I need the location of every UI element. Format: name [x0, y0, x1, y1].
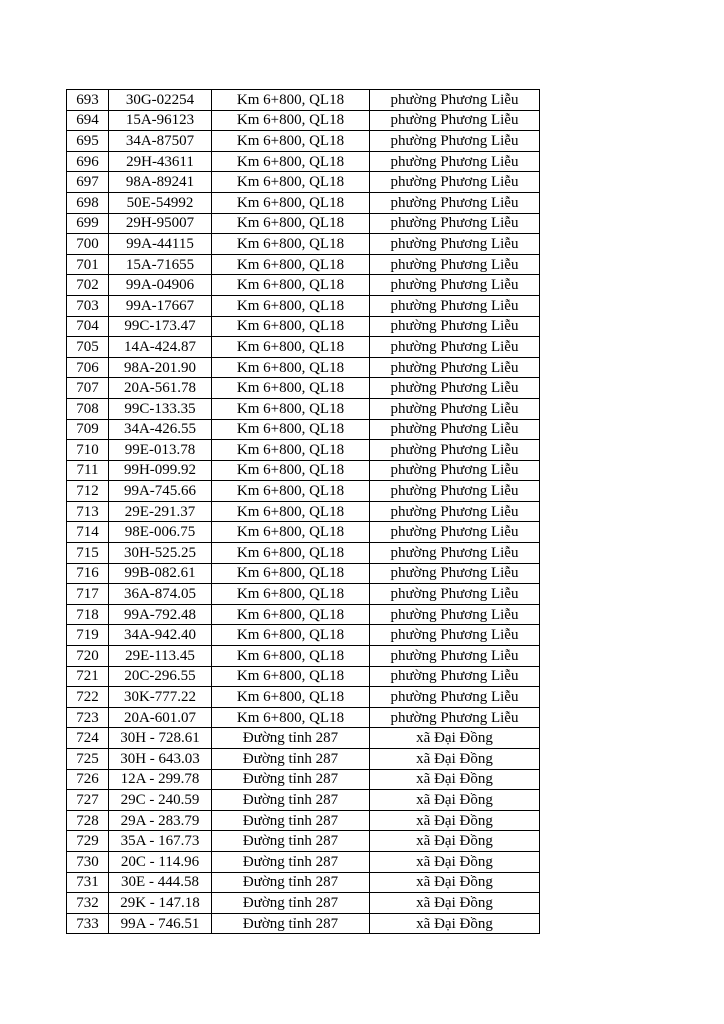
ward-cell: phường Phương Liễu [370, 625, 540, 646]
row-number-cell: 722 [67, 687, 109, 708]
table-row [67, 151, 540, 172]
row-number-cell: 697 [67, 172, 109, 193]
license-plate-cell: 98A-201.90 [109, 357, 212, 378]
location-cell: Km 6+800, QL18 [212, 501, 370, 522]
row-number-cell: 727 [67, 790, 109, 811]
row-number-cell: 708 [67, 398, 109, 419]
ward-cell: phường Phương Liễu [370, 90, 540, 111]
ward-cell: phường Phương Liễu [370, 254, 540, 275]
location-cell: Km 6+800, QL18 [212, 584, 370, 605]
location-cell: Km 6+800, QL18 [212, 481, 370, 502]
row-number-cell: 700 [67, 234, 109, 255]
location-cell: Km 6+800, QL18 [212, 604, 370, 625]
license-plate-cell: 99E-013.78 [109, 440, 212, 461]
license-plate-cell: 50E-54992 [109, 192, 212, 213]
table-row [67, 337, 540, 358]
table-row [67, 419, 540, 440]
table-row [67, 295, 540, 316]
row-number-cell: 728 [67, 810, 109, 831]
row-number-cell: 701 [67, 254, 109, 275]
license-plate-cell: 14A-424.87 [109, 337, 212, 358]
row-number-cell: 710 [67, 440, 109, 461]
row-number-cell: 721 [67, 666, 109, 687]
license-plate-cell: 98A-89241 [109, 172, 212, 193]
license-plate-cell: 29A - 283.79 [109, 810, 212, 831]
table-row [67, 275, 540, 296]
table-row [67, 666, 540, 687]
violation-table [66, 89, 540, 934]
table-row [67, 790, 540, 811]
row-number-cell: 693 [67, 90, 109, 111]
table-row [67, 522, 540, 543]
table-row [67, 254, 540, 275]
ward-cell: phường Phương Liễu [370, 604, 540, 625]
location-cell: Đường tỉnh 287 [212, 810, 370, 831]
row-number-cell: 724 [67, 728, 109, 749]
table-row [67, 110, 540, 131]
location-cell: Km 6+800, QL18 [212, 254, 370, 275]
ward-cell: phường Phương Liễu [370, 543, 540, 564]
row-number-cell: 719 [67, 625, 109, 646]
ward-cell: phường Phương Liễu [370, 687, 540, 708]
table-row [67, 707, 540, 728]
location-cell: Đường tỉnh 287 [212, 913, 370, 934]
license-plate-cell: 99A-44115 [109, 234, 212, 255]
ward-cell: phường Phương Liễu [370, 501, 540, 522]
license-plate-cell: 15A-96123 [109, 110, 212, 131]
location-cell: Km 6+800, QL18 [212, 234, 370, 255]
row-number-cell: 729 [67, 831, 109, 852]
row-number-cell: 730 [67, 851, 109, 872]
license-plate-cell: 34A-87507 [109, 131, 212, 152]
license-plate-cell: 15A-71655 [109, 254, 212, 275]
table-row [67, 481, 540, 502]
license-plate-cell: 29E-113.45 [109, 646, 212, 667]
location-cell: Đường tỉnh 287 [212, 872, 370, 893]
location-cell: Km 6+800, QL18 [212, 687, 370, 708]
ward-cell: phường Phương Liễu [370, 234, 540, 255]
license-plate-cell: 20C-296.55 [109, 666, 212, 687]
row-number-cell: 703 [67, 295, 109, 316]
location-cell: Đường tỉnh 287 [212, 831, 370, 852]
license-plate-cell: 34A-426.55 [109, 419, 212, 440]
ward-cell: phường Phương Liễu [370, 646, 540, 667]
row-number-cell: 707 [67, 378, 109, 399]
license-plate-cell: 29K - 147.18 [109, 893, 212, 914]
location-cell: Km 6+800, QL18 [212, 337, 370, 358]
location-cell: Km 6+800, QL18 [212, 295, 370, 316]
row-number-cell: 709 [67, 419, 109, 440]
license-plate-cell: 29C - 240.59 [109, 790, 212, 811]
row-number-cell: 718 [67, 604, 109, 625]
ward-cell: xã Đại Đồng [370, 913, 540, 934]
license-plate-cell: 98E-006.75 [109, 522, 212, 543]
row-number-cell: 713 [67, 501, 109, 522]
license-plate-cell: 99A-745.66 [109, 481, 212, 502]
ward-cell: phường Phương Liễu [370, 522, 540, 543]
license-plate-cell: 35A - 167.73 [109, 831, 212, 852]
table-row [67, 234, 540, 255]
license-plate-cell: 20C - 114.96 [109, 851, 212, 872]
location-cell: Km 6+800, QL18 [212, 172, 370, 193]
license-plate-cell: 30H - 643.03 [109, 749, 212, 770]
row-number-cell: 717 [67, 584, 109, 605]
location-cell: Km 6+800, QL18 [212, 90, 370, 111]
table-row [67, 913, 540, 934]
table-row [67, 749, 540, 770]
table-row [67, 604, 540, 625]
table-row [67, 810, 540, 831]
location-cell: Km 6+800, QL18 [212, 131, 370, 152]
location-cell: Km 6+800, QL18 [212, 316, 370, 337]
row-number-cell: 694 [67, 110, 109, 131]
row-number-cell: 733 [67, 913, 109, 934]
ward-cell: phường Phương Liễu [370, 275, 540, 296]
ward-cell: phường Phương Liễu [370, 440, 540, 461]
table-row [67, 687, 540, 708]
table-row [67, 172, 540, 193]
location-cell: Đường tỉnh 287 [212, 728, 370, 749]
ward-cell: xã Đại Đồng [370, 893, 540, 914]
ward-cell: phường Phương Liễu [370, 172, 540, 193]
location-cell: Km 6+800, QL18 [212, 192, 370, 213]
location-cell: Km 6+800, QL18 [212, 378, 370, 399]
ward-cell: xã Đại Đồng [370, 810, 540, 831]
license-plate-cell: 29E-291.37 [109, 501, 212, 522]
location-cell: Km 6+800, QL18 [212, 707, 370, 728]
table-row [67, 831, 540, 852]
row-number-cell: 702 [67, 275, 109, 296]
row-number-cell: 712 [67, 481, 109, 502]
ward-cell: xã Đại Đồng [370, 749, 540, 770]
license-plate-cell: 99C-133.35 [109, 398, 212, 419]
row-number-cell: 698 [67, 192, 109, 213]
ward-cell: phường Phương Liễu [370, 131, 540, 152]
location-cell: Km 6+800, QL18 [212, 440, 370, 461]
table-row [67, 872, 540, 893]
license-plate-cell: 99B-082.61 [109, 563, 212, 584]
row-number-cell: 723 [67, 707, 109, 728]
license-plate-cell: 12A - 299.78 [109, 769, 212, 790]
license-plate-cell: 99A-04906 [109, 275, 212, 296]
row-number-cell: 720 [67, 646, 109, 667]
ward-cell: phường Phương Liễu [370, 378, 540, 399]
table-row [67, 131, 540, 152]
license-plate-cell: 29H-95007 [109, 213, 212, 234]
ward-cell: xã Đại Đồng [370, 728, 540, 749]
table-row [67, 728, 540, 749]
location-cell: Km 6+800, QL18 [212, 275, 370, 296]
table-row [67, 646, 540, 667]
license-plate-cell: 30G-02254 [109, 90, 212, 111]
location-cell: Km 6+800, QL18 [212, 398, 370, 419]
license-plate-cell: 30H - 728.61 [109, 728, 212, 749]
ward-cell: phường Phương Liễu [370, 666, 540, 687]
row-number-cell: 725 [67, 749, 109, 770]
ward-cell: phường Phương Liễu [370, 337, 540, 358]
location-cell: Km 6+800, QL18 [212, 666, 370, 687]
location-cell: Km 6+800, QL18 [212, 213, 370, 234]
ward-cell: phường Phương Liễu [370, 213, 540, 234]
row-number-cell: 699 [67, 213, 109, 234]
location-cell: Km 6+800, QL18 [212, 522, 370, 543]
ward-cell: phường Phương Liễu [370, 707, 540, 728]
location-cell: Km 6+800, QL18 [212, 563, 370, 584]
row-number-cell: 716 [67, 563, 109, 584]
ward-cell: phường Phương Liễu [370, 398, 540, 419]
ward-cell: phường Phương Liễu [370, 584, 540, 605]
license-plate-cell: 20A-561.78 [109, 378, 212, 399]
location-cell: Km 6+800, QL18 [212, 625, 370, 646]
ward-cell: phường Phương Liễu [370, 357, 540, 378]
ward-cell: phường Phương Liễu [370, 192, 540, 213]
ward-cell: phường Phương Liễu [370, 316, 540, 337]
location-cell: Đường tỉnh 287 [212, 769, 370, 790]
row-number-cell: 715 [67, 543, 109, 564]
ward-cell: xã Đại Đồng [370, 790, 540, 811]
table-row [67, 192, 540, 213]
ward-cell: phường Phương Liễu [370, 460, 540, 481]
ward-cell: phường Phương Liễu [370, 563, 540, 584]
license-plate-cell: 36A-874.05 [109, 584, 212, 605]
ward-cell: xã Đại Đồng [370, 872, 540, 893]
license-plate-cell: 29H-43611 [109, 151, 212, 172]
location-cell: Km 6+800, QL18 [212, 110, 370, 131]
license-plate-cell: 99H-099.92 [109, 460, 212, 481]
table-row [67, 769, 540, 790]
row-number-cell: 695 [67, 131, 109, 152]
table-row [67, 851, 540, 872]
location-cell: Đường tỉnh 287 [212, 893, 370, 914]
location-cell: Km 6+800, QL18 [212, 151, 370, 172]
table-row [67, 90, 540, 111]
row-number-cell: 696 [67, 151, 109, 172]
location-cell: Km 6+800, QL18 [212, 419, 370, 440]
license-plate-cell: 30E - 444.58 [109, 872, 212, 893]
ward-cell: phường Phương Liễu [370, 481, 540, 502]
ward-cell: phường Phương Liễu [370, 110, 540, 131]
row-number-cell: 726 [67, 769, 109, 790]
table-row [67, 398, 540, 419]
row-number-cell: 706 [67, 357, 109, 378]
license-plate-cell: 30H-525.25 [109, 543, 212, 564]
table-body [67, 90, 540, 934]
table-row [67, 501, 540, 522]
ward-cell: phường Phương Liễu [370, 151, 540, 172]
location-cell: Km 6+800, QL18 [212, 646, 370, 667]
license-plate-cell: 20A-601.07 [109, 707, 212, 728]
location-cell: Km 6+800, QL18 [212, 543, 370, 564]
row-number-cell: 731 [67, 872, 109, 893]
row-number-cell: 704 [67, 316, 109, 337]
table-row [67, 357, 540, 378]
table-row [67, 213, 540, 234]
table-row [67, 543, 540, 564]
ward-cell: phường Phương Liễu [370, 295, 540, 316]
ward-cell: phường Phương Liễu [370, 419, 540, 440]
location-cell: Km 6+800, QL18 [212, 460, 370, 481]
row-number-cell: 711 [67, 460, 109, 481]
table-row [67, 584, 540, 605]
table-row [67, 378, 540, 399]
location-cell: Đường tỉnh 287 [212, 851, 370, 872]
ward-cell: xã Đại Đồng [370, 769, 540, 790]
license-plate-cell: 99A - 746.51 [109, 913, 212, 934]
location-cell: Đường tỉnh 287 [212, 790, 370, 811]
location-cell: Km 6+800, QL18 [212, 357, 370, 378]
license-plate-cell: 99C-173.47 [109, 316, 212, 337]
table-row [67, 893, 540, 914]
table-row [67, 563, 540, 584]
table-row [67, 316, 540, 337]
license-plate-cell: 99A-792.48 [109, 604, 212, 625]
ward-cell: xã Đại Đồng [370, 851, 540, 872]
location-cell: Đường tỉnh 287 [212, 749, 370, 770]
table-row [67, 460, 540, 481]
ward-cell: xã Đại Đồng [370, 831, 540, 852]
table-row [67, 625, 540, 646]
row-number-cell: 732 [67, 893, 109, 914]
row-number-cell: 705 [67, 337, 109, 358]
license-plate-cell: 34A-942.40 [109, 625, 212, 646]
license-plate-cell: 30K-777.22 [109, 687, 212, 708]
license-plate-cell: 99A-17667 [109, 295, 212, 316]
row-number-cell: 714 [67, 522, 109, 543]
table-row [67, 440, 540, 461]
